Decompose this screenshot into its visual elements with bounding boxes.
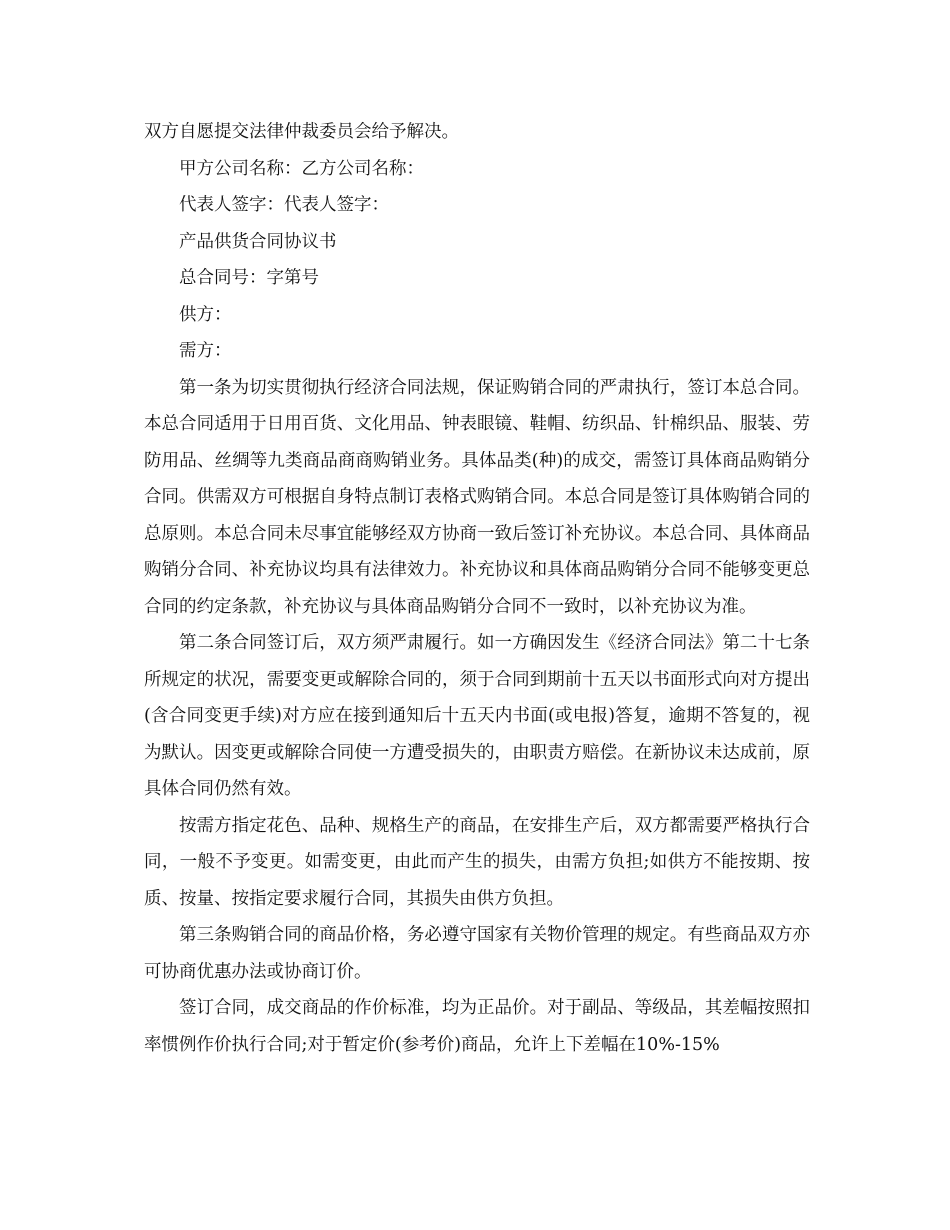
paragraph-custom-production: 按需方指定花色、品种、规格生产的商品，在安排生产后，双方都需要严格执行合同，一般不予变更。如需变更，由此而产生的损失，由需方负担;如供方不能按期、按质、按量、按指定要求履行合同，其损失由供方负担。: [144, 815, 810, 909]
document-title: 产品供货合同协议书: [179, 231, 337, 252]
buyer-label: 需方：: [179, 341, 232, 361]
supplier-label: 供方：: [179, 304, 232, 325]
paragraph-company-names: 甲方公司名称：乙方公司名称：: [179, 158, 424, 179]
paragraph-arbitration: 双方自愿提交法律仲裁委员会给予解决。: [144, 122, 459, 142]
document-body: [144, 114, 810, 1063]
paragraph-representative-signatures: 代表人签字：代表人签字：: [179, 195, 389, 215]
paragraph-pricing-standard: 签订合同，成交商品的作价标准，均为正品价。对于副品、等级品，其差幅按照扣率惯例作价执行合同;对于暂定价(参考价)商品，允许上下差幅在10%-15%: [144, 998, 810, 1055]
article-three: 第三条购销合同的商品价格，务必遵守国家有关物价管理的规定。有些商品双方亦可协商优惠办法或协商订价。: [144, 925, 810, 982]
article-two: 第二条合同签订后，双方须严肃履行。如一方确因发生《经济合同法》第二十七条所规定的状况，需要变更或解除合同的，须于合同到期前十五天以书面形式向对方提出(含合同变更手续)对方应在接到通知后十五天内书面(或电报)答复，逾期不答复的，视为默认。因变更或解除合同使一方遭受损失的，由职责方赔偿。在新协议未达成前，原具体合同仍然有效。: [144, 633, 810, 799]
contract-number: 总合同号：字第号: [179, 268, 319, 288]
article-one: 第一条为切实贯彻执行经济合同法规，保证购销合同的严肃执行，签订本总合同。本总合同适用于日用百货、文化用品、钟表眼镜、鞋帽、纺织品、针棉织品、服装、劳防用品、丝绸等九类商品商商购销业务。具体品类(种)的成交，需签订具体商品购销分合同。供需双方可根据自身特点制订表格式购销合同。本总合同是签订具体购销合同的总原则。本总合同未尽事宜能够经双方协商一致后签订补充协议。本总合同、具体商品购销分合同、补充协议均具有法律效力。补充协议和具体商品购销分合同不能够变更总合同的约定条款，补充协议与具体商品购销分合同不一致时，以补充协议为准。: [144, 377, 810, 617]
